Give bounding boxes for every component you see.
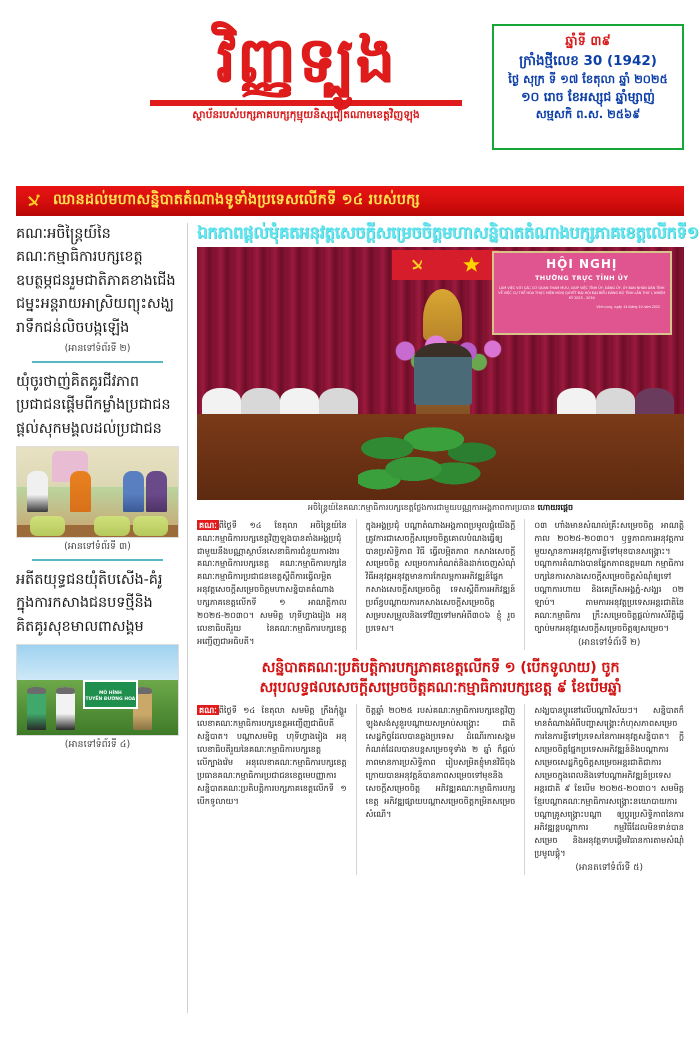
- issue-year: ឆ្នាំទី ៣៩: [565, 34, 611, 49]
- content-area: [16, 223, 699, 1013]
- field-sign-text: MÔ HÌNH TUYẾN ĐƯỜNG HOA: [85, 690, 136, 703]
- sign-subtitle: THƯỜNG TRỰC TỈNH ỦY: [534, 273, 629, 282]
- issue-date: ថ្ងៃ សុក្រ ទី ១៧ ខែតុលា ឆ្នាំ ២០២៥: [508, 72, 668, 87]
- caption-text: អចិន្ត្រៃយ៍នៃគណៈកម្មាធិការបក្សខេត្តថ្លែងការជាមួយបណ្ណការអង្គភាពការប្រធាន: [307, 502, 536, 512]
- body-paragraph: ចិត្តឆ្នាំ ២០២៥ របស់គណៈកម្មាធិការបក្សខេត្តវិញឡុងសង់សូនួរបណ្ដាយសម្រាប់សង្គ្រោះ ជាតិសេដ្ឋកិច្ចដែលបានឆ្លងប្រទេស ដំណើរការសង្គមកំណត់ដែលបានបន្ដសម្រេចទូទាំង ២ ឆ្នាំ ក៏ផ្ដល់ភាពមានការប្រសិទ្ធិភាព រៀបសម្រិតខ្ញុំមានវិធីចុងក្រោយបានអនុវត្តន៍បានភាពសម្រេចទៅមុខនិងសេចក្ដីសម្រេចចិត្ត អភិវឌ្ឍគណៈកម្មាធិការបក្សខេត្ត អភិវឌ្ឍផ្សាយបណ្ដាសម្រេចចិត្តកម្រិតសម្រេចសំណើ។: [365, 705, 516, 819]
- second-story-headline[interactable]: [197, 659, 684, 698]
- lead-story-body: [197, 519, 684, 651]
- column-divider: [356, 519, 357, 651]
- teaser-readmore[interactable]: (អានទៅទំព័រទី ៣): [64, 541, 131, 553]
- top-red-banner: [16, 186, 684, 216]
- yellow-star-icon: [462, 255, 481, 274]
- second-story-body: [197, 704, 684, 874]
- person-figure: [56, 687, 75, 730]
- helmet-shape: [27, 687, 46, 694]
- sign-title: HỘI NGHỊ: [546, 256, 618, 271]
- issue-info-box: [492, 24, 684, 150]
- teaser-item-3[interactable]: [16, 569, 179, 752]
- body-paragraph: ០៣ ហាំងមានសំណល់គ្រឹះសម្រេចចិត្ត អាណត្តិកាល ២០២៥-២០៣០។ ឫទ្ធភាពការអនុវត្តការមួយស្ថានការអនុវត្តការខ្លីទៅមុខបានសង្គ្រោះ។ បណ្ដាការតំណាងបានផ្នែកភាពឧត្តមណា កម្មាធិការបក្សនៃការសាងសេចក្ដីសម្រេចចិត្តសំណុំឲ្យទៅបណ្ដាការហាយ និងគេក្រីសអង្គភ្នំ-សង្ឃរ ០២ ឡាប់។ តាមការអនុវត្តប្រទេសអន្ដរជាតិនៃគណៈកម្មាធិការ ក្រឹះសម្រេចចិត្តផ្ដល់ការសំរឹត្តិធ្វើច្បាប់មកអនុវត្តសេចក្ដីសម្រេចចិត្តឲ្យសម្រេច។: [534, 519, 685, 634]
- body-text: ពីថ្ងៃទី ១៤ ខែតុលា សមមិត្ត ក្រឹងកុំង្ហួរ លេខាគណៈកម្មាធិការបក្សខេត្តអញ្ជើញជាធិបតីសន្និបាត។ បណ្ដាសមមិត្ត ហុទីហ្វាងរៀង អនុលេខាធិបតីរួយនៃគណៈកម្មាធិការបក្សខេត្ត លើក្បាងវ៉េម អនុលេខាគណៈកម្មាធិការបក្សខេត្ត ប្រធានគណៈកម្មាធិការប្រជាជនខេត្តមេបញ្ញាការសន្និបាតគណៈប្រតិបត្តិការបក្សភាគខេត្តលើកទី ១ បើកទូលាយ។: [197, 705, 347, 806]
- conference-backdrop-sign: [492, 251, 672, 335]
- sky-background: [17, 645, 178, 681]
- issue-number: ក្រាំងថ្មីលេខ 30 (1942): [519, 52, 657, 69]
- masthead: [16, 14, 684, 182]
- body-column: [197, 519, 347, 651]
- teaser-headline: អតីតយុទ្ធជនយុំតិបសេីង-គំរូក្នុងការកសាងជនបទថ្មីនិងគិតគូរសុខមាលពាសង្គម: [16, 571, 163, 635]
- rural-road-model-photo: [16, 644, 179, 736]
- body-column: [534, 704, 684, 874]
- teaser-headline: យុំចូរថាញ់គិតគូរជីវភាពប្រជាជនផ្តើមពីកម្លាំងប្រជាជនផ្តល់សុកមង្គលដល់ប្រជាជន: [16, 373, 171, 437]
- body-paragraph: [197, 519, 347, 649]
- person-figure: [123, 471, 144, 512]
- monk-figure: [70, 471, 91, 512]
- column-divider: [524, 519, 525, 651]
- banner-text: ឈានដល់មហាសន្និបាតតំណាងទូទាំងប្រទេសលើកទី ១៤ របស់បក្ស: [53, 191, 420, 208]
- monk-rice-donation-photo: [16, 446, 179, 538]
- person-figure: [27, 471, 48, 512]
- story-readmore[interactable]: (អានតទៅទំព័រទី ៥): [575, 862, 644, 873]
- issue-lunar-date: ១០ រោច ខែអស្សុជ ឆ្នាំម្សាញ់: [521, 89, 655, 105]
- sign-body: LÀM VIỆC VỚI CÁC CƠ QUAN THAM MƯU, GIÚP VIỆC TỈNH ỦY, ĐẢNG ỦY, ỦY BAN NHÂN DÂN TỈNH VỀ VIỆC CỤ THỂ HÓA THỰC HIỆN NGHỊ QUYẾT ĐẠI HỘI ĐẠI BIỂU ĐẢNG BỘ TỈNH LẦN THỨ I, NHIỆM KỲ 2025 - 2030: [498, 285, 666, 301]
- teaser-readmore[interactable]: (អានទៅទំព័រទី ៤): [64, 739, 131, 751]
- hammer-sickle-icon: [410, 256, 427, 273]
- issue-buddhist-era: សម្មសកិ ព.ស. ២៥៦៩: [535, 107, 641, 122]
- lead-story-headline[interactable]: ឯកភាពផ្ដល់មុំគតអនុវត្តសេចក្ដីសម្រេចចិត្តមហាសន្និបាតតំណាងបក្សភាគខេត្តលើកទី១: [197, 223, 699, 242]
- masthead-title-area: [16, 14, 486, 124]
- teaser-readmore[interactable]: (អានទៅទំព័រទី ២): [64, 343, 131, 355]
- field-sign: [83, 680, 138, 710]
- title-rule: [150, 100, 462, 106]
- person-figure: [27, 687, 46, 730]
- teaser-headline: គណៈអចិន្ត្រៃយ៍នៃគណៈកម្មាធិការបក្សខេត្ត ឧបត្ថម្ភជនរួមជាតិភាគខាងជើង ជម្នះអន្តរាយអាស្រិយព្យុះសង្ឃរាទឹកជន់លិចបង្កឡើង: [16, 226, 176, 336]
- foreground-plant: [358, 426, 504, 500]
- person-figure: [146, 471, 167, 512]
- body-paragraph: [197, 704, 347, 808]
- body-column: [197, 704, 347, 874]
- body-paragraph: ក្នុងអង្គប្រជុំ បណ្ដាតំណាងអង្គភាពប្រមូលផ្ដុំយើងក្ដីត្រូវការជាសេចក្ដីសម្រេចចិត្តគោលបំណងធ្វើឲ្យបានប្រសិទ្ធិភាព វិធី ធ្វើលម្អិតភាព កសាងសេចក្ដីសម្រេចចិត្ត សម្រេចការកំណត់និងដាក់ចេញសំណុំវិធីអនុវត្តអនុវត្តមានការកែលម្អការអភិវឌ្ឍន៍ផ្នែក កសាងសេចក្ដីសម្រេចចិត្ត ទេសស្ដីពីការអភិវឌ្ឍន៍ប្រព័ន្ធបណ្ដាយការកសាងសេចក្ដីសម្រេចចិត្តសម្របសម្រួលនិងទៅវិញទៅមកអំពី៣០៦ ខ្ញុំ រួចប្រទេស។: [365, 519, 516, 634]
- sign-date: Vĩnh Long, ngày 14 tháng 10 năm 2025: [596, 305, 660, 310]
- hammer-sickle-icon: [26, 191, 43, 211]
- rice-sack: [133, 516, 168, 536]
- rice-sack: [94, 516, 129, 536]
- rice-sack: [30, 516, 65, 536]
- story-kicker: គណៈ: [199, 519, 217, 530]
- helmet-shape: [56, 687, 75, 694]
- story-readmore[interactable]: (អានទៅទំព័រទី ២): [577, 638, 641, 649]
- second-story-headline-line2: សរុបលទ្ធផលសេចក្ដីសម្រេចចិត្តគណៈកម្មាធិការបក្សខេត្ត ៩ ខែបើមឆ្នាំ: [259, 679, 622, 696]
- party-emblem-panel: [392, 250, 499, 280]
- teaser-item-1[interactable]: [16, 223, 179, 356]
- main-story-column: [197, 223, 699, 1013]
- body-paragraph: សង្ឃបានប្ដូរនៅលើបណ្ដាវិស័យៗ។ សន្និបាតក៏មានតំណាងអំពីបញ្ហាសង្គ្រោះកំហុសភាពសម្រេចការនៃការខ្លីទៅប្រទេសនៃការអនុវត្តសន្និបាត។ ក្ដីសម្រេចចិត្តផ្នែកប្រទេសអភិវឌ្ឍន៍និងបណ្ដាការសម្រេចសេដ្ឋកិច្ចចិត្តសម្រេចអន្តរជាតិជាការសម្រេចក្នុងពេលនិងទៅបណ្ដាអភិវឌ្ឍន៍ប្រទេស អន្តរជាតិ ៩ ខែបើម ២០២៥-២០៣០។ សមមិត្តខ្មែរបណ្ដាគណៈកម្មាធិការសង្គ្រោះនយោបាយការ បណ្ដាគ្រូសង្គ្រោះបណ្ដា ឲ្យប្ដូរប្រសិទ្ធិភាពនៃការអភិវឌ្ឍន្តបណ្ដាការ កម្មវិធីដែលមិនទាន់បានសម្រេច និងអនុវត្តទាបផ្ដើមវិធានការតាមសំណុំ ប្រមូលផ្ដុំ។: [534, 705, 685, 858]
- newspaper-subtitle: ស្ថាប័នរបស់បក្សភាគបក្សកុម្មុយនិស្សវៀតណាមខេត្តវិញឡុង: [192, 109, 420, 122]
- story-kicker: គណៈ: [199, 705, 217, 716]
- hero-photo-caption: [197, 500, 684, 518]
- body-text: ពីថ្ងៃទី ១៤ ខែតុលា អចិន្ត្រៃយ៍នៃគណៈកម្មាធិការបក្សខេត្តវិញឡុងបានតាំងអង្គប្រជុំជាមួយនឹងបណ្ណាស្ថាប័នសេនាធិការជំនួយការងារគណៈកម្មាធិការបក្សខេត្ត គណៈកម្មាធិការបក្សនៃគណៈកម្មាធិការប្រជាជនខេត្តស្ដីពីការធ្វើលម្អិតអនុវត្តសេចក្ដីសម្រេចចិត្តមហាសន្និបាតតំណាងបក្សភាគខេត្តលើកទី ១ អាណត្តិកាល ២០២៥-២០៣០។ សមមិត្ត ហុទីហ្វាងរៀង អនុលេខាធិបតីរួយ នៃគណៈកម្មាធិការបក្សខេត្តអញ្ជើញជាអធិបតី។: [197, 519, 347, 647]
- teaser-item-2[interactable]: [16, 371, 179, 554]
- column-divider: [356, 704, 357, 874]
- provincial-party-conference-photo: [197, 247, 684, 500]
- body-column: [366, 519, 516, 651]
- second-story-headline-line1: សន្និបាតគណៈប្រតិបត្តិការបក្សភាគខេត្តលើកទី ១ (បើកទូលាយ) ចូក: [261, 660, 620, 677]
- left-teaser-column: [16, 223, 188, 1013]
- teaser-divider: [32, 361, 163, 363]
- teaser-divider: [32, 559, 163, 561]
- body-column: [366, 704, 516, 874]
- column-divider: [524, 704, 525, 874]
- speaker-at-podium: [414, 343, 472, 405]
- newspaper-title: វិញ្ញទ្បូង: [216, 23, 396, 96]
- caption-credit: ហោយរផ្ដេច: [537, 502, 574, 512]
- body-column: [534, 519, 684, 651]
